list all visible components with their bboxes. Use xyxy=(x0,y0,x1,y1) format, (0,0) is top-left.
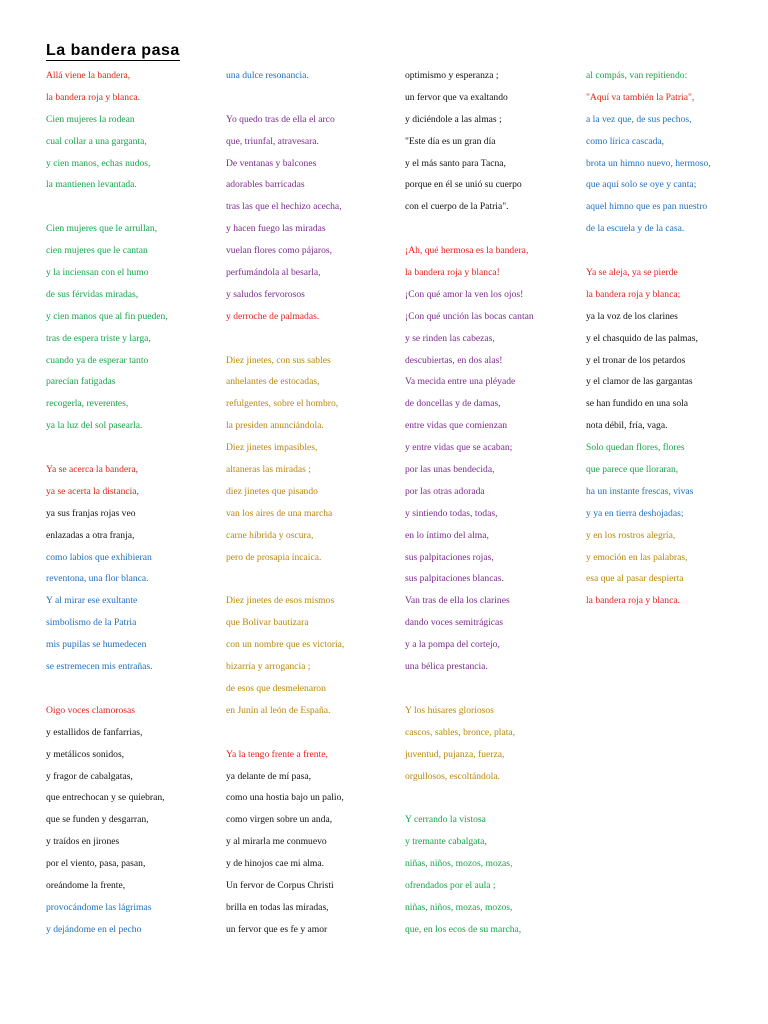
poem-line: y el tronar de los petardos xyxy=(586,354,686,366)
poem-line: y el chasquido de las palmas, xyxy=(586,332,698,344)
poem-line: vuelan flores como pájaros, xyxy=(226,245,333,257)
poem-line: Oigo voces clamorosas xyxy=(46,704,135,716)
stanza-break xyxy=(405,792,555,814)
stanza-break xyxy=(586,245,738,267)
poem-line: sus palpitaciones blancas. xyxy=(405,573,504,585)
poem-line: descubiertas, en dos alas! xyxy=(405,354,503,366)
poem-line: "Aquí va también la Patria", xyxy=(586,91,695,103)
poem-line: una dulce resonancia. xyxy=(226,70,309,81)
stanza-break xyxy=(226,727,376,749)
poem-line: y entre vidas que se acaban; xyxy=(405,442,513,454)
poem-line: que se funden y desgarran, xyxy=(46,814,149,826)
poem-line: que, en los ecos de su marcha, xyxy=(405,923,522,935)
poem-line: y tremante cabalgata, xyxy=(405,836,487,848)
poem-line: cual collar a una garganta, xyxy=(46,135,147,147)
poem-line: refulgentes, sobre el hombro, xyxy=(226,398,339,410)
poem-line: cien mujeres que le cantan xyxy=(46,245,148,257)
poem-line: ¡Con qué unción las bocas cantan xyxy=(405,310,534,322)
poem-line: niñas, niños, mozos, mozas, xyxy=(405,858,513,870)
poem-line: ¡Ah, qué hermosa es la bandera, xyxy=(405,245,529,257)
stanza-break xyxy=(405,683,555,705)
poem-line: diez jinetes que pisando xyxy=(226,485,318,497)
poem-line: que entrechocan y se quiebran, xyxy=(46,792,165,804)
poem-line: y al mirarla me conmuevo xyxy=(226,836,327,848)
poem-line: por las unas bendecida, xyxy=(405,464,495,476)
poem-line: Va mecida entre una pléyade xyxy=(405,376,516,388)
poem-line: Y los húsares gloriosos xyxy=(405,704,494,716)
stanza-break xyxy=(46,201,204,223)
poem-line: se han fundido en una sola xyxy=(586,398,689,410)
poem-line: de la escuela y de la casa. xyxy=(586,223,685,235)
poem-line: juventud, pujanza, fuerza, xyxy=(405,748,505,760)
poem-line: Y cerrando la vistosa xyxy=(405,814,486,826)
poem-line: provocándome las lágrimas xyxy=(46,901,152,913)
poem-line: y estallidos de fanfarrias, xyxy=(46,726,143,738)
poem-line: "Este día es un gran día xyxy=(405,135,496,147)
poem-line: porque en él se unió su cuerpo xyxy=(405,179,522,191)
poem-line: Solo quedan flores, flores xyxy=(586,442,685,454)
poem-line: con el cuerpo de la Patria". xyxy=(405,201,509,213)
poem-line: Van tras de ella los clarines xyxy=(405,595,510,607)
poem-line: en Junín al león de España. xyxy=(226,704,331,716)
poem-line: y saludos fervorosos xyxy=(226,288,305,300)
poem-line: sus palpitaciones rojas, xyxy=(405,551,494,563)
poem-line: un fervor que va exaltando xyxy=(405,91,508,103)
poem-line: que aquí solo se oye y canta; xyxy=(586,179,697,191)
poem-line: entre vidas que comienzan xyxy=(405,420,508,432)
poem-line: de esos que desmelenaron xyxy=(226,682,326,694)
poem-line: adorables barricadas xyxy=(226,179,305,191)
poem-line: y de hinojos cae mi alma. xyxy=(226,858,325,870)
poem-line: tras las que el hechizo acecha, xyxy=(226,201,342,213)
poem-line: mis pupilas se humedecen xyxy=(46,639,147,651)
poem-line: una bélica prestancia. xyxy=(405,661,488,673)
poem-line: como lírica cascada, xyxy=(586,135,665,147)
poem-line: ya se acerta la distancia, xyxy=(46,485,139,497)
stanza-break xyxy=(405,223,555,245)
poem-line: y derroche de palmadas. xyxy=(226,310,320,322)
poem-line: por las otras adorada xyxy=(405,485,485,497)
poem-line: reventona, una flor blanca. xyxy=(46,573,149,585)
poem-line: y sintiendo todas, todas, xyxy=(405,507,498,519)
poem-line: optimismo y esperanza ; xyxy=(405,70,499,81)
poem-line: y dejándome en el pecho xyxy=(46,923,142,935)
poem-line: oreándome la frente, xyxy=(46,879,126,891)
poem-line: ya la voz de los clarines xyxy=(586,310,678,322)
poem-line: nota débil, fría, vaga. xyxy=(586,420,668,432)
poem-line: pero de prosapia íncaica. xyxy=(226,551,322,563)
poem-line: carne híbrida y oscura, xyxy=(226,529,314,541)
poem-line: Cien mujeres que le arrullan, xyxy=(46,223,158,235)
stanza-break xyxy=(46,442,204,464)
poem-line: recogerla, reverentes, xyxy=(46,398,129,410)
poem-line: por el viento, pasa, pasan, xyxy=(46,858,146,870)
poem-line: y emoción en las palabras, xyxy=(586,551,688,563)
poem-line: de doncellas y de damas, xyxy=(405,398,501,410)
poem-line: la bandera roja y blanca; xyxy=(586,288,681,300)
poem-line: altaneras las miradas ; xyxy=(226,464,311,476)
poem-line: la presiden anunciándola. xyxy=(226,420,324,432)
poem-column-3 xyxy=(405,70,555,946)
poem-line: ¡Con qué amor la ven los ojos! xyxy=(405,288,524,300)
poem-line: esa que al pasar despierta xyxy=(586,573,684,585)
poem-line: la mantienen levantada. xyxy=(46,179,137,191)
poem-line: que, triunfal, atravesara. xyxy=(226,135,319,147)
stanza-break xyxy=(46,683,204,705)
poem-line: ya la luz del sol pasearla. xyxy=(46,420,143,432)
poem-line: se estremecen mis entrañas. xyxy=(46,661,153,673)
poem-line: niñas, niños, mozas, mozos, xyxy=(405,901,513,913)
poem-column-4 xyxy=(586,70,738,617)
poem-line: Diez jinetes de esos mismos xyxy=(226,595,335,607)
poem-line: que Bolívar bautizara xyxy=(226,617,309,629)
poem-line: y en los rostros alegría, xyxy=(586,529,676,541)
poem-line: tras de espera triste y larga, xyxy=(46,332,151,344)
poem-line: y fragor de cabalgatas, xyxy=(46,770,133,782)
poem-line: brota un himno nuevo, hermoso, xyxy=(586,157,711,169)
stanza-break xyxy=(226,92,376,114)
poem-line: perfumándola al besarla, xyxy=(226,267,321,279)
poem-line: un fervor que es fe y amor xyxy=(226,923,328,935)
poem-line: y el clamor de las gargantas xyxy=(586,376,693,388)
poem-column-1 xyxy=(46,70,204,946)
poem-line: a la vez que, de sus pechos, xyxy=(586,113,692,125)
poem-line: y metálicos sonidos, xyxy=(46,748,125,760)
poem-line: Cien mujeres la rodean xyxy=(46,113,135,125)
poem-line: brilla en todas las miradas, xyxy=(226,901,329,913)
page-title: La bandera pasa xyxy=(46,42,180,59)
poem-line: Yo quedo tras de ella el arco xyxy=(226,113,335,125)
poem-line: y diciéndole a las almas ; xyxy=(405,113,502,125)
poem-line: ofrendados por el aula ; xyxy=(405,879,496,891)
poem-line: y se rinden las cabezas, xyxy=(405,332,495,344)
poem-line: ya sus franjas rojas veo xyxy=(46,507,136,519)
poem-line: cuando ya de esperar tanto xyxy=(46,354,149,366)
poem-line: y cien manos, echas nudos, xyxy=(46,157,151,169)
poem-line: como virgen sobre un anda, xyxy=(226,814,333,826)
poem-line: Allá viene la bandera, xyxy=(46,70,131,81)
poem-line: ya delante de mí pasa, xyxy=(226,770,311,782)
poem-line: Ya la tengo frente a frente, xyxy=(226,748,328,760)
poem-line: cascos, sables, bronce, plata, xyxy=(405,726,516,738)
poem-column-2 xyxy=(226,70,376,946)
poem-line: y ya en tierra deshojadas; xyxy=(586,507,684,519)
poem-line: anhelantes de estocadas, xyxy=(226,376,320,388)
poem-line: de sus férvidas miradas, xyxy=(46,288,139,300)
poem-line: van los aires de una marcha xyxy=(226,507,333,519)
poem-line: De ventanas y balcones xyxy=(226,157,317,169)
poem-line: como labios que exhibieran xyxy=(46,551,152,563)
poem-line: al compás, van repitiendo: xyxy=(586,70,688,81)
poem-line: y la inciensan con el humo xyxy=(46,267,149,279)
poem-line: como una hostia bajo un palio, xyxy=(226,792,344,804)
poem-line: parecían fatigadas xyxy=(46,376,116,388)
poem-line: Diez jinetes, con sus sables xyxy=(226,354,331,366)
poem-line: dando voces semitrágicas xyxy=(405,617,504,629)
poem-line: y a la pompa del cortejo, xyxy=(405,639,500,651)
poem-line: la bandera roja y blanca. xyxy=(46,91,141,103)
poem-line: con un nombre que es victoria, xyxy=(226,639,345,651)
poem-line: la bandera roja y blanca! xyxy=(405,267,500,279)
poem-line: y cien manos que al fin pueden, xyxy=(46,310,168,322)
poem-line: y traídos en jirones xyxy=(46,836,120,848)
poem-line: y el más santo para Tacna, xyxy=(405,157,506,169)
poem-line: Un fervor de Corpus Christi xyxy=(226,879,334,891)
poem-line: ha un instante frescas, vivas xyxy=(586,485,694,497)
poem-line: Ya se acerca la bandera, xyxy=(46,464,138,476)
stanza-break xyxy=(226,573,376,595)
poem-line: simbolismo de la Patria xyxy=(46,617,137,629)
poem-line: orgullosos, escoltándola. xyxy=(405,770,500,782)
poem-line: aquel himno que es pan nuestro xyxy=(586,201,708,213)
poem-line: en lo íntimo del alma, xyxy=(405,529,489,541)
poem-line: bizarría y arrogancia ; xyxy=(226,661,311,673)
poem-line: y hacen fuego las miradas xyxy=(226,223,326,235)
poem-line: la bandera roja y blanca. xyxy=(586,595,681,607)
stanza-break xyxy=(226,333,376,355)
poem-line: Y al mirar ese exultante xyxy=(46,595,138,607)
poem-line: enlazadas a otra franja, xyxy=(46,529,135,541)
poem-line: que parece que lloraran, xyxy=(586,464,679,476)
poem-line: Diez jinetes impasibles, xyxy=(226,442,318,454)
poem-line: Ya se aleja, ya se pierde xyxy=(586,267,678,279)
